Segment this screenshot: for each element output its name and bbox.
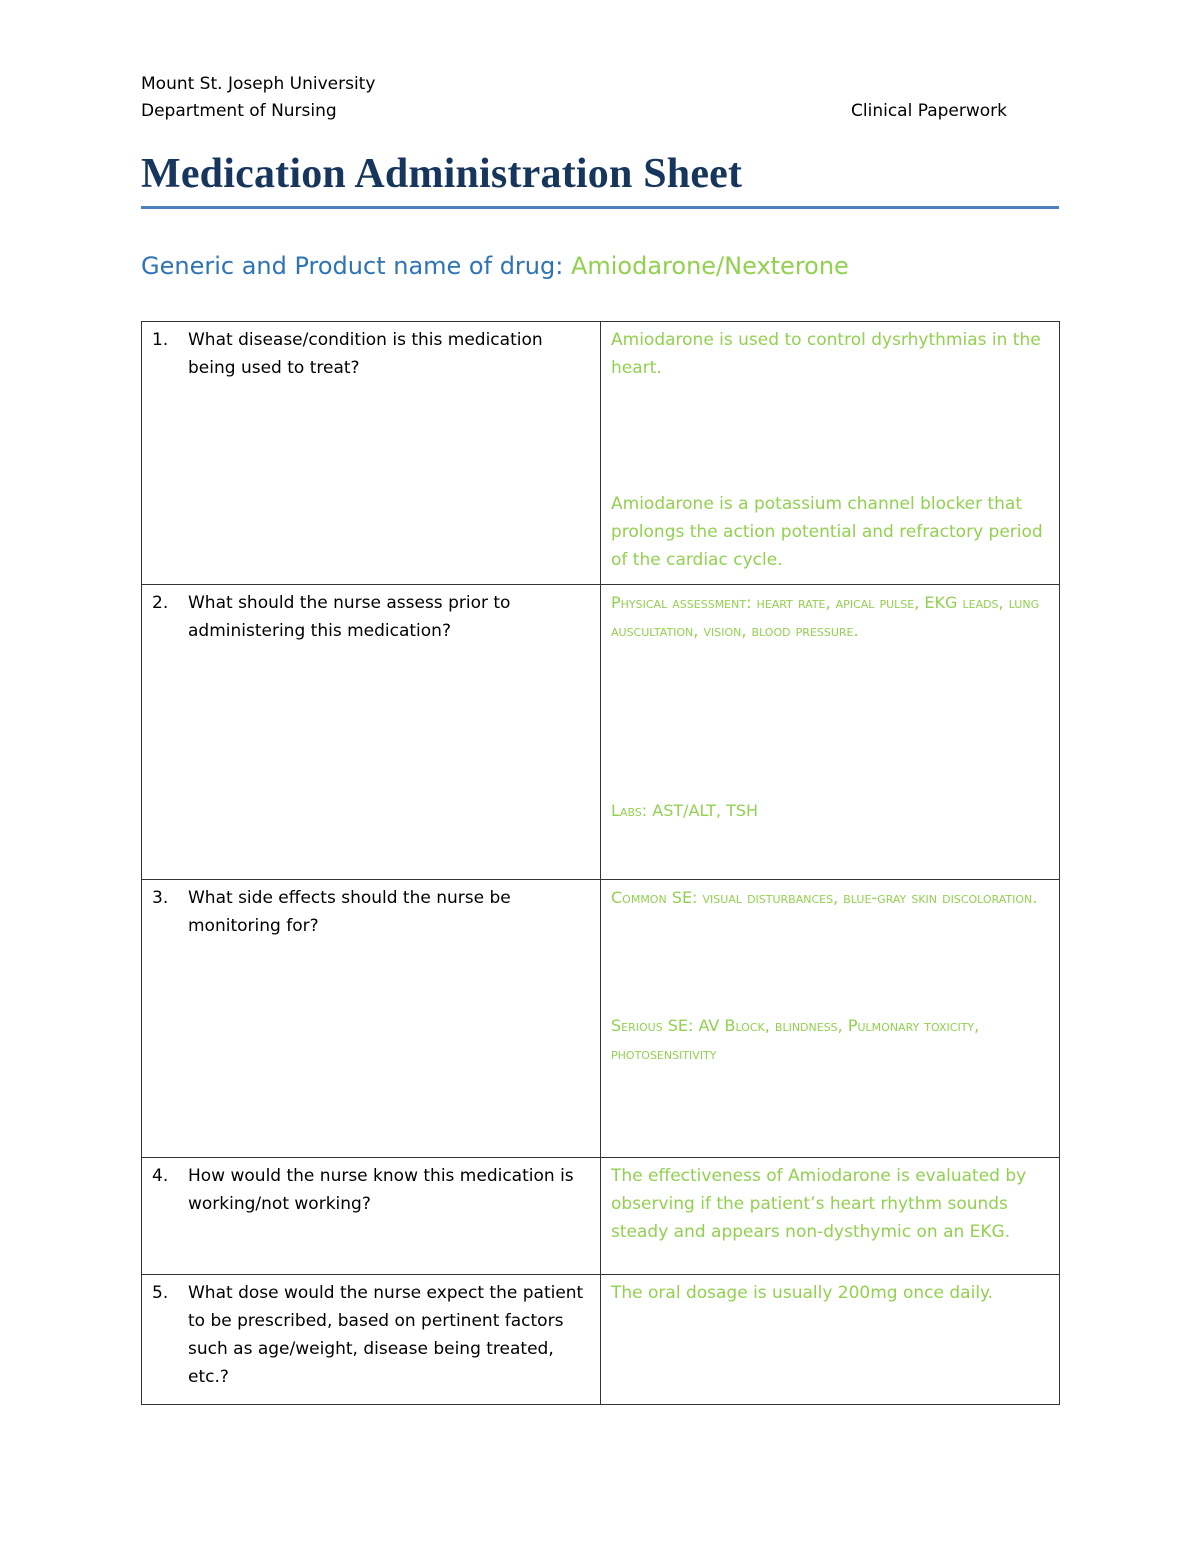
answer-text: Common SE: visual disturbances, blue-gray skin discoloration. <box>611 888 1038 907</box>
question-text: What disease/condition is this medication being used to treat? <box>188 330 543 378</box>
table-row <box>142 880 1060 1158</box>
table-row <box>142 1158 1060 1275</box>
answer-text: Labs: AST/ALT, TSH <box>611 801 759 820</box>
answer-text: The oral dosage is usually 200mg once daily. <box>611 1283 994 1303</box>
answer-text: Physical assessment: heart rate, apical pulse, EKG leads, lung auscultation, vision, blood pressure. <box>611 593 1040 640</box>
drug-name-label: Generic and Product name of drug: <box>141 252 564 280</box>
department-name: Department of Nursing <box>141 101 337 121</box>
question-cell <box>142 1275 601 1405</box>
answer-cell <box>601 1158 1060 1275</box>
question-text: What should the nurse assess prior to administering this medication? <box>188 593 511 641</box>
question-number: 5. <box>152 1283 169 1303</box>
drug-name-line <box>141 252 849 280</box>
question-cell <box>142 322 601 585</box>
answer-cell <box>601 322 1060 585</box>
page-title: Medication Administration Sheet <box>141 151 743 197</box>
question-number: 4. <box>152 1166 169 1186</box>
answer-text: Amiodarone is a potassium channel blocker that prolongs the action potential and refractory period of the cardiac cycle. <box>611 494 1043 570</box>
answer-text: Amiodarone is used to control dysrhythmias in the heart. <box>611 330 1041 378</box>
question-cell <box>142 1158 601 1275</box>
question-table <box>141 321 1060 1405</box>
table-row <box>142 1275 1060 1405</box>
answer-cell <box>601 1275 1060 1405</box>
clinical-paperwork-label: Clinical Paperwork <box>851 101 1007 121</box>
question-text: What side effects should the nurse be monitoring for? <box>188 888 511 936</box>
question-text: How would the nurse know this medication is working/not working? <box>188 1166 574 1214</box>
drug-name-value: Amiodarone/Nexterone <box>570 252 849 280</box>
table-row <box>142 585 1060 880</box>
question-number: 2. <box>152 593 169 613</box>
university-name: Mount St. Joseph University <box>141 74 376 94</box>
question-cell <box>142 880 601 1158</box>
answer-text: Serious SE: AV Block, blindness, Pulmonary toxicity, photosensitivity <box>611 1016 980 1063</box>
answer-text: The effectiveness of Amiodarone is evaluated by observing if the patient’s heart rhythm sounds steady and appears non-dysthymic on an EKG. <box>611 1166 1027 1242</box>
answer-cell <box>601 880 1060 1158</box>
question-text: What dose would the nurse expect the patient to be prescribed, based on pertinent factors such as age/weight, disease being treated, etc.? <box>188 1283 584 1387</box>
title-divider <box>141 206 1059 209</box>
table-row <box>142 322 1060 585</box>
question-number: 3. <box>152 888 169 908</box>
question-number: 1. <box>152 330 169 350</box>
question-cell <box>142 585 601 880</box>
answer-cell <box>601 585 1060 880</box>
